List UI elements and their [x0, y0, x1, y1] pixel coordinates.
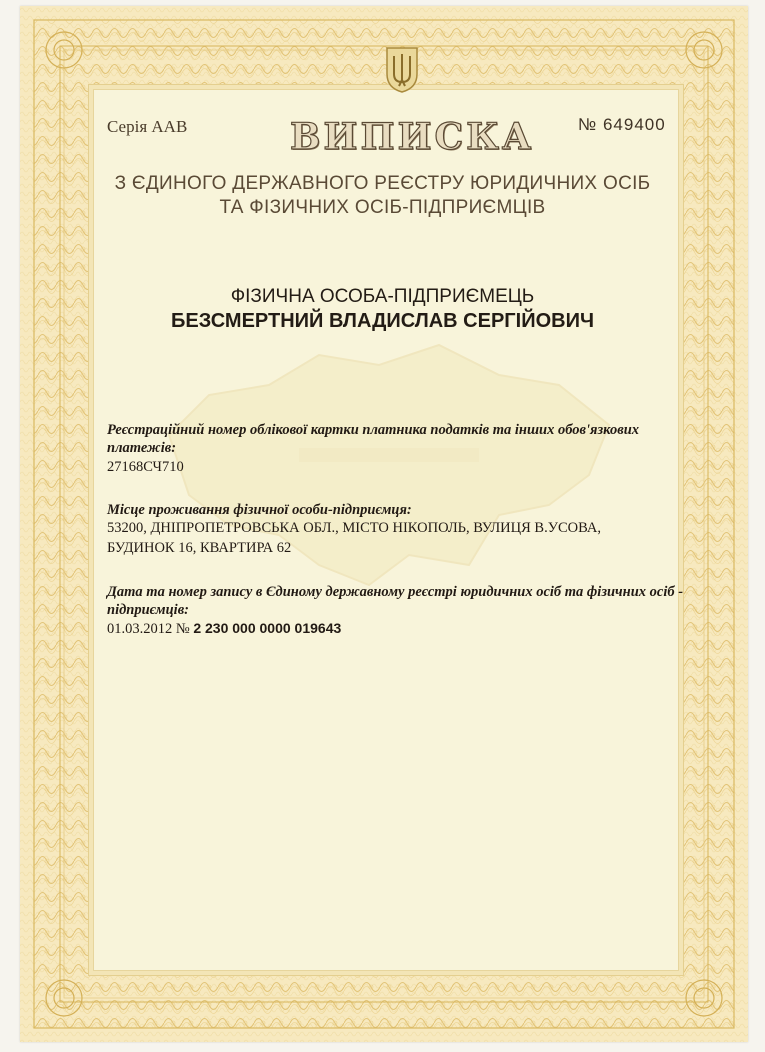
entity-type: ФІЗИЧНА ОСОБА-ПІДПРИЄМЕЦЬ — [230, 286, 535, 307]
subtitle-line-2: ТА ФІЗИЧНИХ ОСІБ-ПІДПРИЄМЦІВ — [219, 197, 546, 218]
series-label: Серія AAB — [107, 117, 188, 136]
residence-label: Місце проживання фізичної особи-підприємця: — [107, 502, 412, 518]
trident-coat-of-arms-icon — [384, 44, 420, 94]
tax-number-label: Реєстраційний номер облікової картки платника податків та інших обов'язкових платежів: — [107, 422, 640, 456]
document-title: ВИПИСКА — [290, 116, 535, 158]
record-date: 01.03.2012 № — [107, 621, 190, 637]
tax-number-value: 27168СЧ710 — [107, 459, 184, 475]
entity-name: БЕЗСМЕРТНИЙ ВЛАДИСЛАВ СЕРГІЙОВИЧ — [171, 310, 594, 332]
residence-line-1: 53200, ДНІПРОПЕТРОВСЬКА ОБЛ., МІСТО НІКОПОЛЬ, ВУЛИЦЯ В.УСОВА, — [107, 520, 601, 536]
record-number: 2 230 000 0000 019643 — [193, 620, 342, 636]
form-number: № 649400 — [578, 115, 666, 134]
record-label: Дата та номер запису в Єдиному державному реєстрі юридичних осіб та фізичних осіб - підприємців: — [107, 584, 684, 618]
residence-line-2: БУДИНОК 16, КВАРТИРА 62 — [107, 540, 292, 556]
record-value — [107, 618, 687, 639]
subtitle-line-1: З ЄДИНОГО ДЕРЖАВНОГО РЕЄСТРУ ЮРИДИЧНИХ ОСІБ — [114, 173, 651, 194]
